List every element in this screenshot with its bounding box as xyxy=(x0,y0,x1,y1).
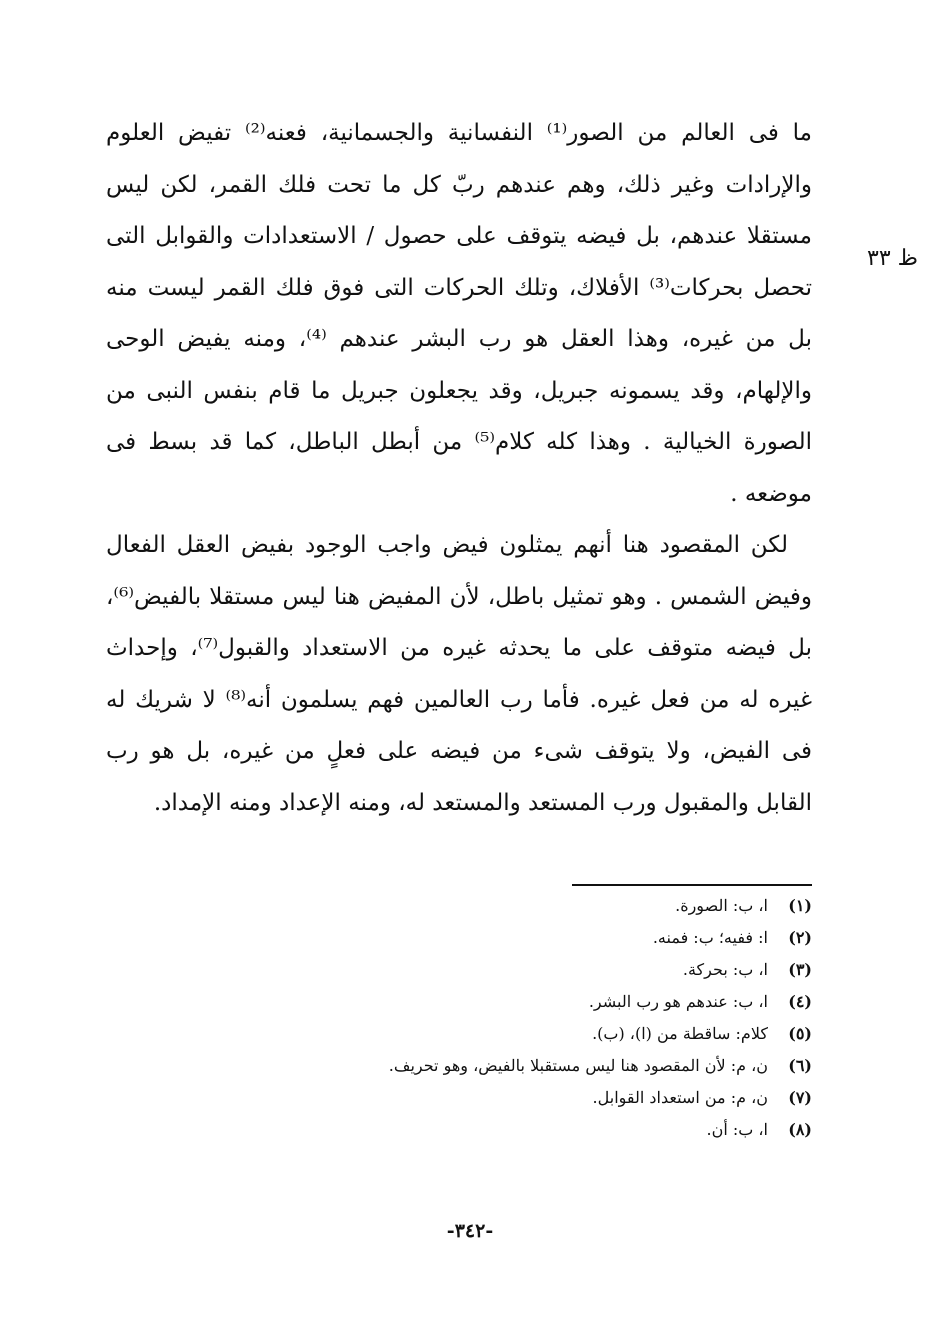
footnote-text: ا، ب: بحركة. xyxy=(682,960,768,979)
footnote-number: (٧) xyxy=(788,1088,812,1107)
footnote-number: (٦) xyxy=(788,1056,812,1075)
footnote-number: (٢) xyxy=(788,928,812,947)
footnote-item xyxy=(300,890,812,922)
footnote-item xyxy=(300,1018,812,1050)
footnote-text: ن، م: من استعداد القوابل. xyxy=(592,1088,768,1107)
footnotes-list xyxy=(300,890,812,1146)
footnote-item xyxy=(300,1114,812,1146)
footnote-text: ا، ب: الصورة. xyxy=(675,896,768,915)
footnote-item xyxy=(300,922,812,954)
margin-folio-note: ظ ٣٣ xyxy=(867,246,918,271)
footnote-number: (٤) xyxy=(788,992,812,1011)
footnote-item xyxy=(300,1050,812,1082)
footnote-text: ن، م: لأن المقصود هنا ليس مستقبلا بالفيض، وهو تحريف. xyxy=(388,1056,768,1075)
paragraph-1: ما فى العالم من الصور⁽¹⁾ النفسانية والجسمانية، فعنه⁽²⁾ تفيض العلوم والإرادات وغير ذلك، وهم عندهم ربّ كل ما تحت فلك القمر، لكن ليس مستقلا عندهم، بل فيضه يتوقف على حصول / الاستعدادات والقوابل التى تحصل بحركات⁽³⁾ الأفلاك، وتلك الحركات التى فوق فلك القمر ليست منه بل من غيره، وهذا العقل هو رب البشر عندهم ⁽⁴⁾، ومنه يفيض الوحى والإلهام، وقد يسمونه جبريل، وقد يجعلون جبريل ما قام بنفس النبى من الصورة الخيالية . وهذا كله كلام⁽⁵⁾ من أبطل الباطل، كما قد بسط فى موضعه . xyxy=(106,120,812,507)
footnote-item xyxy=(300,954,812,986)
paragraph-2: لكن المقصود هنا أنهم يمثلون فيض واجب الوجود بفيض العقل الفعال وفيض الشمس . وهو تمثيل باطل، لأن المفيض هنا ليس مستقلا بالفيض⁽⁶⁾، بل فيضه متوقف على ما يحدثه غيره من الاستعداد والقبول⁽⁷⁾، وإحداث غيره له من فعل غيره. فأما رب العالمين فهم يسلمون أنه⁽⁸⁾ لا شريك له فى الفيض، ولا يتوقف شىء من فيضه على فعلٍ من غيره، بل هو رب القابل والمقبول ورب المستعد والمستعد له، ومنه الإعداد ومنه الإمداد. xyxy=(106,532,812,816)
footnote-number: (٨) xyxy=(788,1120,812,1139)
footnote-text: ا، ب: عندهم هو رب البشر. xyxy=(588,992,768,1011)
main-text-body xyxy=(106,108,812,829)
footnote-number: (٥) xyxy=(788,1024,812,1043)
footnote-number: (٣) xyxy=(788,960,812,979)
footnote-text: ا: ففيه؛ ب: فمنه. xyxy=(652,928,768,947)
footnote-text: كلام: ساقطة من (ا)، (ب). xyxy=(592,1024,768,1043)
footnote-divider xyxy=(572,884,812,886)
footnote-text: ا، ب: أن. xyxy=(706,1120,768,1139)
footnote-item xyxy=(300,986,812,1018)
footnote-item xyxy=(300,1082,812,1114)
page-number: -٣٤٢- xyxy=(446,1220,494,1242)
footnote-number: (١) xyxy=(788,896,812,915)
